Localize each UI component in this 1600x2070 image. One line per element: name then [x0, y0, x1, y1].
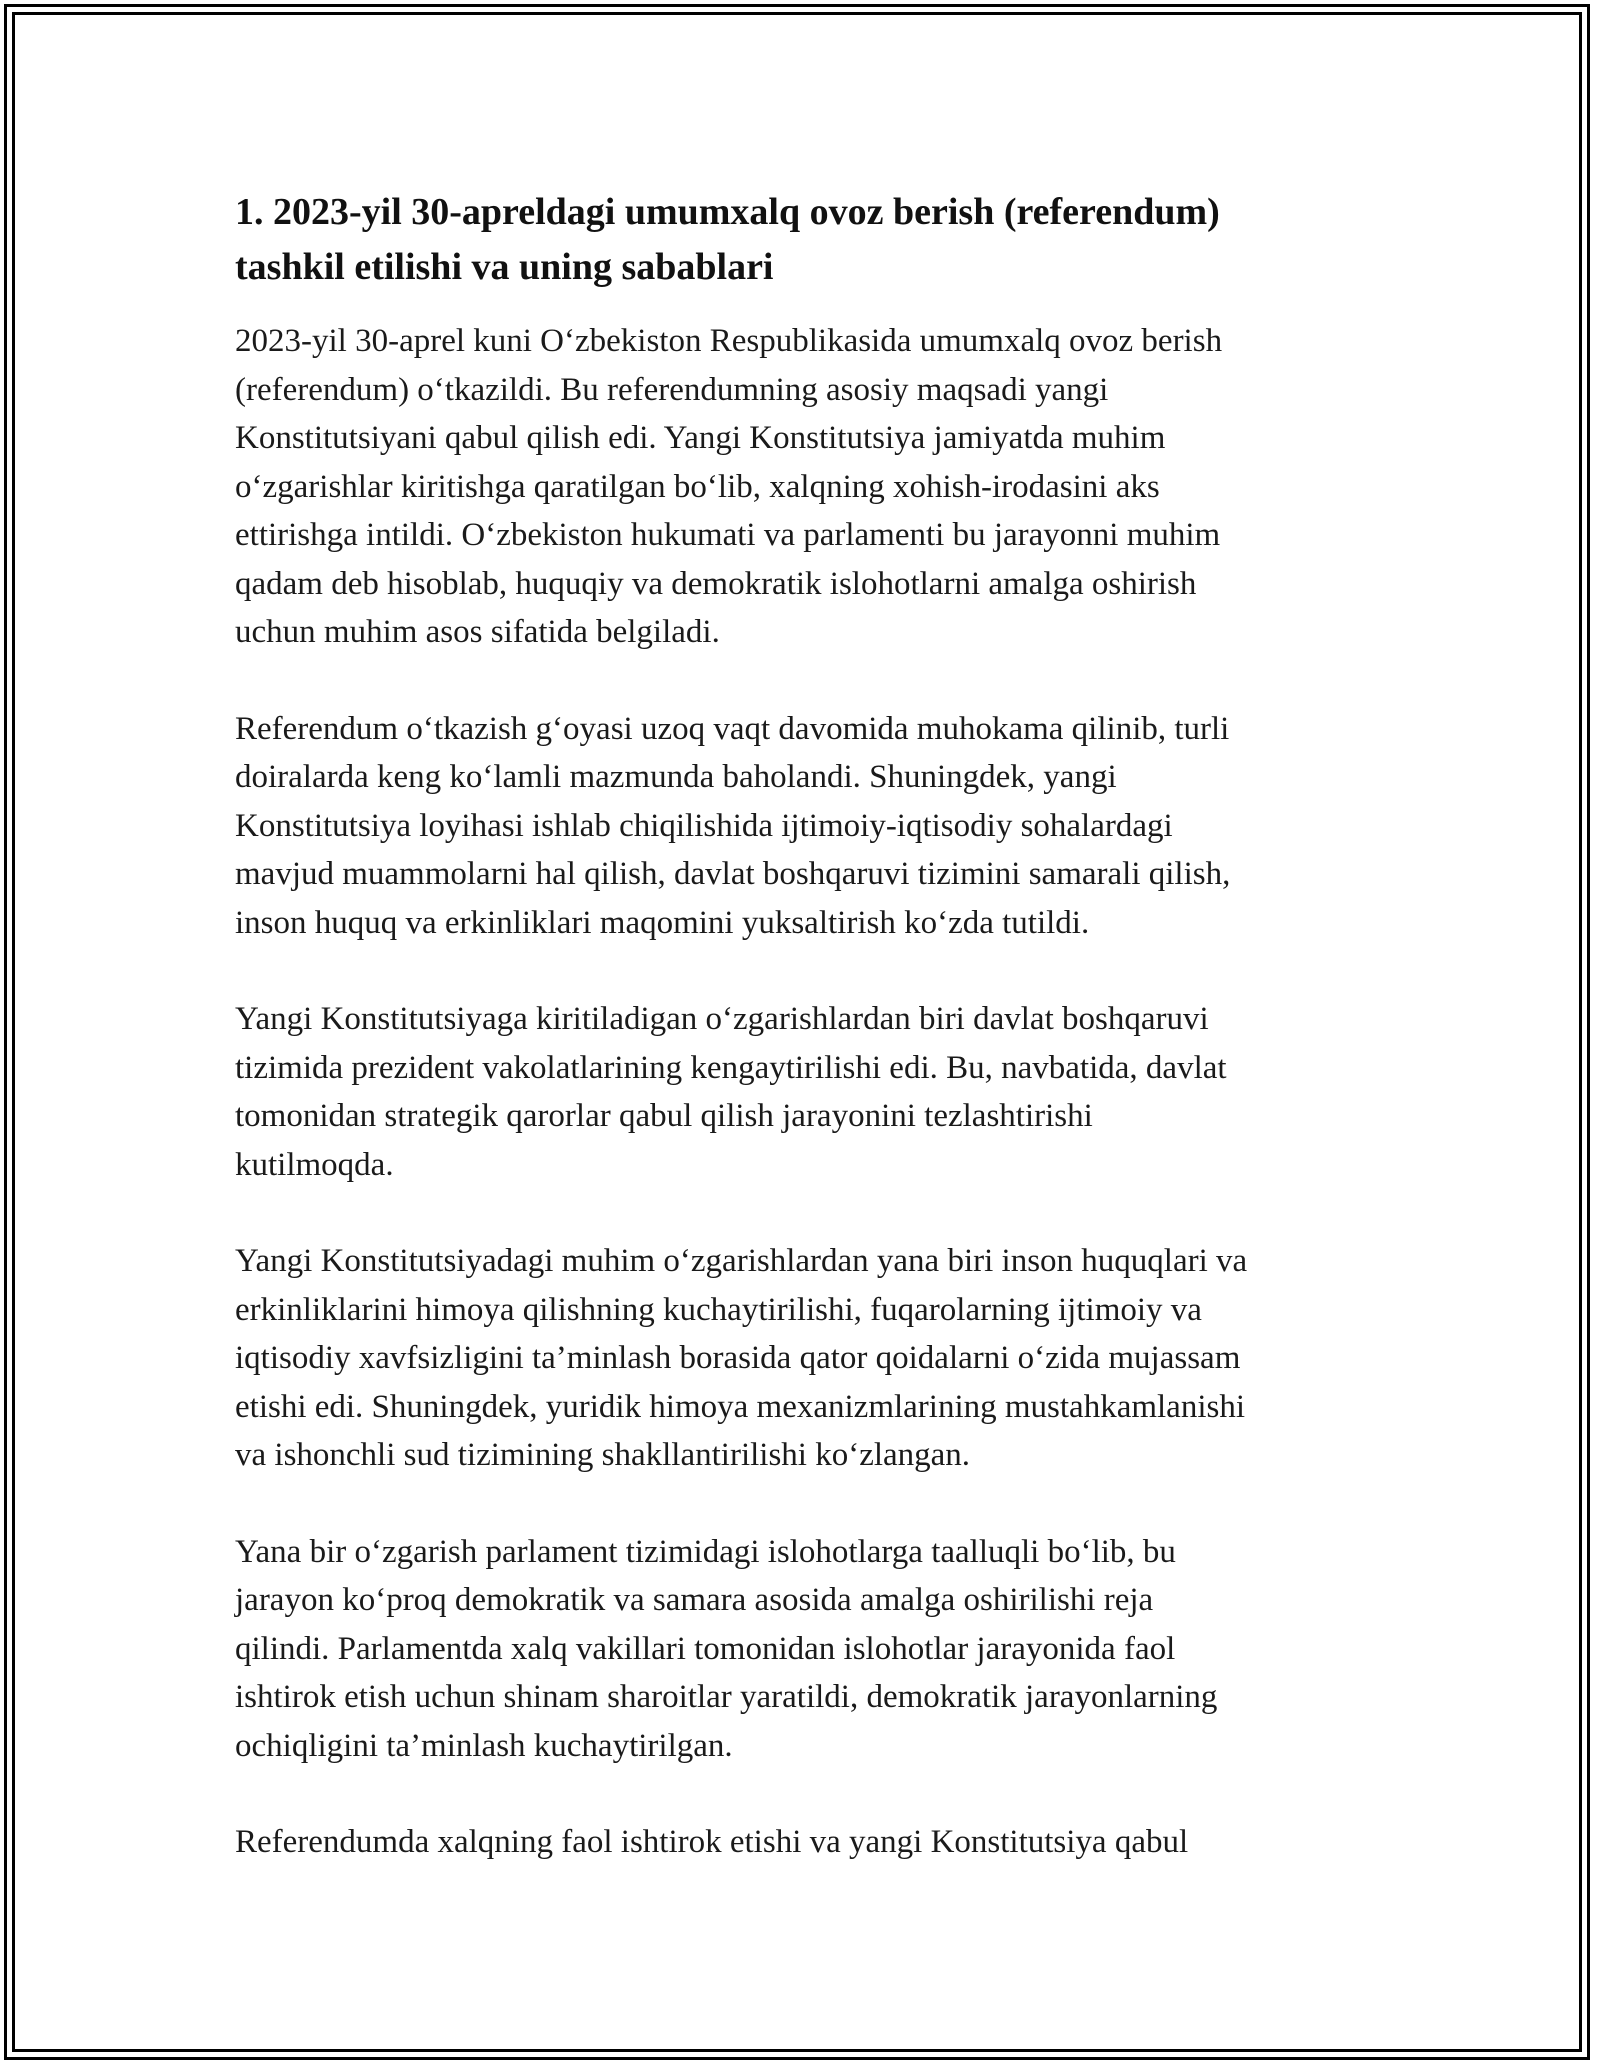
paragraph-2: Referendum o‘tkazish g‘oyasi uzoq vaqt davomida muhokama qilinib, turli doiralarda keng ko‘lamli mazmunda baholandi. Shuningdek, yangi Konstitutsiya loyihasi ishlab chiqilishida ijtimoiy-iqtisodiy sohalardagi mavjud muammolarni hal qilish, davlat boshqaruvi tizimini samarali qilish, inson huquq va erkinliklari maqomini yuksaltirish ko‘zda tutildi. — [235, 710, 1231, 941]
paragraph-3: Yangi Konstitutsiyaga kiritiladigan o‘zgarishlardan biri davlat boshqaruvi tizimida prezident vakolatlarining kengaytirilishi edi. Bu, navbatida, davlat tomonidan strategik qarorlar qabul qilish jarayonini tezlashtirishi kutilmoqda. — [235, 1001, 1227, 1183]
paragraph-1: 2023-yil 30-aprel kuni O‘zbekiston Respublikasida umumxalq ovoz berish (referendum) o‘tkazildi. Bu referendumning asosiy maqsadi yangi Konstitutsiyani qabul qilish edi. Yangi Konstitutsiya jamiyatda muhim o‘zgarishlar kiritishga qaratilgan bo‘lib, xalqning xohish-irodasini aks ettirishga intildi. O‘zbekiston hukumati va parlamenti bu jarayonni muhim qadam deb hisoblab, huquqiy va demokratik islohotlarni amalga oshirish uchun muhim asos sifatida belgiladi. — [235, 323, 1223, 650]
section-heading: 1. 2023-yil 30-apreldagi umumxalq ovoz berish (referendum) tashkil etilishi va uning sabablari — [235, 191, 1220, 288]
document-body — [235, 185, 1370, 1915]
paragraph-5: Yana bir o‘zgarish parlament tizimidagi islohotlarga taalluqli bo‘lib, bu jarayon ko‘proq demokratik va samara asosida amalga oshirilishi reja qilindi. Parlamentda xalq vakillari tomonidan islohotlar jarayonida faol ishtirok etish uchun shinam sharoitlar yaratildi, demokratik jarayonlarning ochiqligini ta’minlash kuchaytirilgan. — [235, 1533, 1218, 1764]
paragraph-6: Referendumda xalqning faol ishtirok etishi va yangi Konstitutsiya qabul — [235, 1824, 1189, 1860]
paragraph-4: Yangi Konstitutsiyadagi muhim o‘zgarishlardan yana biri inson huquqlari va erkinliklarini himoya qilishning kuchaytirilishi, fuqarolarning ijtimoiy va iqtisodiy xavfsizligini ta’minlash borasida qator qoidalarni o‘zida mujassam etishi edi. Shuningdek, yuridik himoya mexanizmlarining mustahkamlanishi va ishonchli sud tizimining shakllantirilishi ko‘zlangan. — [235, 1243, 1248, 1473]
